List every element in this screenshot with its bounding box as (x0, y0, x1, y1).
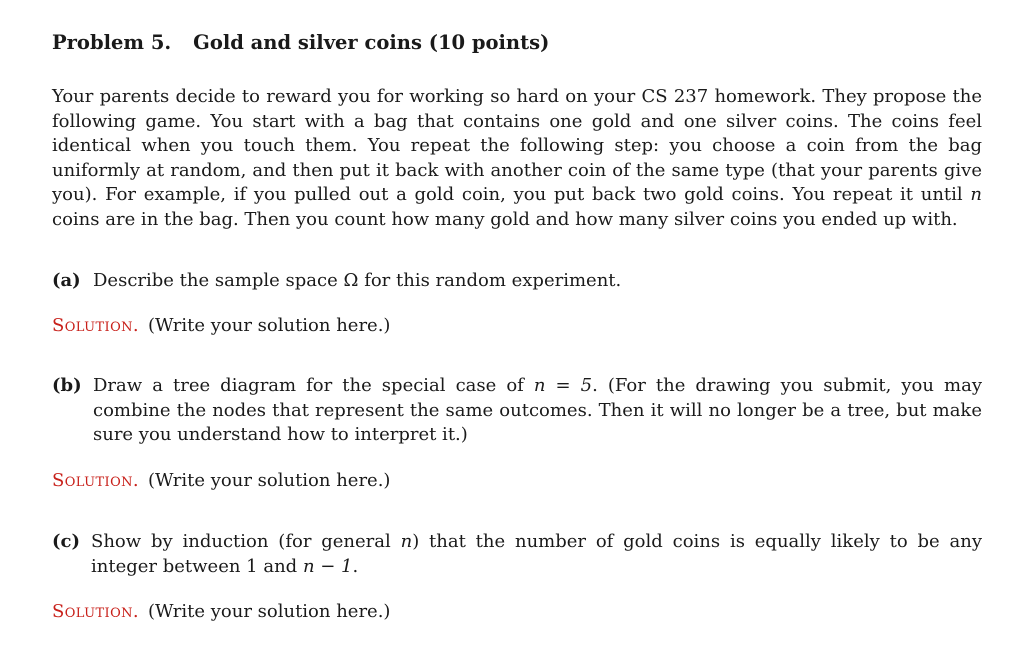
part-b-text-1: Draw a tree diagram for the special case of (93, 375, 524, 396)
part-a-text-1: Describe the sample space (93, 270, 338, 291)
solution-a-placeholder: (Write your solution here.) (148, 315, 391, 336)
problem-intro (52, 85, 982, 233)
part-c-variable-n: n (400, 531, 413, 552)
solution-a (52, 314, 390, 339)
problem-number: Problem 5. (52, 31, 172, 54)
part-c-text-1: Show by induction (for general (91, 531, 391, 552)
part-c (52, 530, 982, 579)
part-b-math: n = 5 (533, 375, 593, 396)
problem-heading (52, 31, 549, 54)
intro-text-1: Your parents decide to reward you for working so hard on your CS 237 homework. They propose the following game. You start with a bag that contains one gold and one silver coins. The coins feel identical when you touch them. You repeat the following step: you choose a coin from the bag uniformly at random, and then put it back with another coin of the same type (that your parents give you). For example, if you pulled out a gold coin, you put back two gold coins. You repeat it until (52, 86, 982, 206)
part-a-label: (a) (52, 270, 81, 291)
part-a (52, 269, 982, 294)
part-b-text-2: . (For the drawing you submit, you may combine the nodes that represent the same outcomes. Then it will no longer be a tree, but make sure you understand how to interpret it.) (93, 375, 982, 446)
solution-c-label: Solution. (52, 601, 140, 622)
part-c-text-3: . (352, 555, 359, 577)
solution-b-label: Solution. (52, 470, 140, 491)
part-c-label: (c) (52, 531, 80, 552)
solution-b-placeholder: (Write your solution here.) (148, 470, 391, 491)
part-c-text-2: ) that the number of gold coins is equally likely to be any integer between 1 and (91, 531, 982, 577)
solution-a-label: Solution. (52, 315, 140, 336)
intro-text-2: coins are in the bag. Then you count how many gold and how many silver coins you ended up with. (52, 208, 958, 230)
solution-c-placeholder: (Write your solution here.) (148, 601, 391, 622)
solution-b (52, 469, 390, 494)
part-b-label: (b) (52, 375, 82, 396)
problem-title: Gold and silver coins (10 points) (193, 31, 550, 54)
omega-symbol: Ω (343, 270, 359, 291)
intro-variable-n: n (970, 184, 982, 206)
part-b (52, 374, 982, 448)
part-c-math: n − 1 (302, 555, 353, 577)
solution-c (52, 600, 390, 625)
part-a-text-2: for this random experiment. (364, 270, 622, 291)
